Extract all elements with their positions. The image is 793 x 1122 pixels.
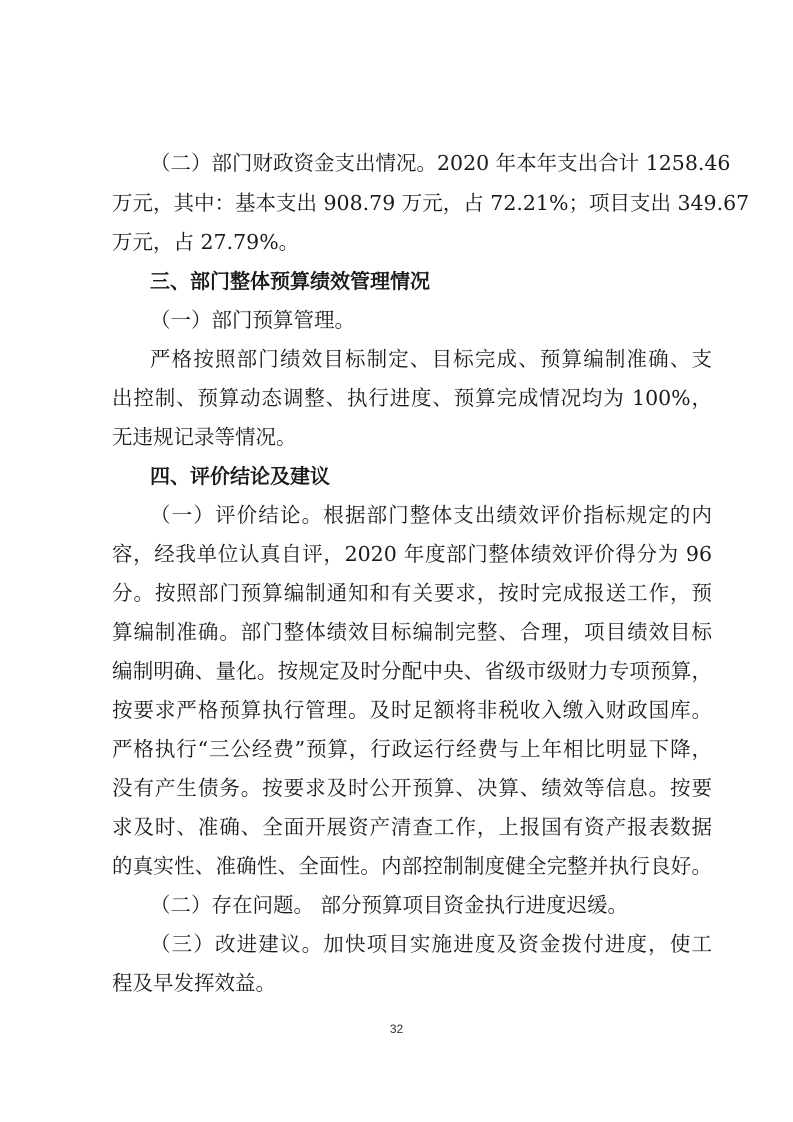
conclusion-line-5: 编制明确、量化。按规定及时分配中央、省级市级财力专项预算， (112, 659, 712, 683)
finance-spending-line-2: 万元，其中：基本支出 908.79 万元，占 72.21%；项目支出 349.67 (112, 191, 750, 215)
conclusion-line-1: （一）评价结论。根据部门整体支出绩效评价指标规定的内 (150, 503, 712, 527)
page-number: 32 (389, 1022, 404, 1036)
conclusion-line-6: 按要求严格预算执行管理。及时足额将非税收入缴入财政国库。 (112, 698, 712, 722)
conclusion-line-3: 分。按照部门预算编制通知和有关要求，按时完成报送工作，预 (112, 581, 712, 605)
section-4-heading: 四、评价结论及建议 (150, 464, 330, 488)
suggestion-line-1: （三）改进建议。加快项目实施进度及资金拨付进度，使工 (150, 932, 712, 956)
section-3-heading: 三、部门整体预算绩效管理情况 (150, 269, 430, 293)
budget-management-line-3: 无违规记录等情况。 (112, 425, 297, 449)
conclusion-line-7: 严格执行“三公经费”预算，行政运行经费与上年相比明显下降， (112, 737, 712, 761)
finance-spending-line-3: 万元，占 27.79%。 (112, 230, 300, 254)
finance-spending-line-1: （二）部门财政资金支出情况。2020 年本年支出合计 1258.46 (150, 151, 731, 175)
conclusion-line-2: 容，经我单位认真自评，2020 年度部门整体绩效评价得分为 96 (112, 542, 712, 566)
problem-line: （二）存在问题。 部分预算项目资金执行进度迟缓。 (150, 893, 629, 917)
budget-management-line-1: 严格按照部门绩效目标制定、目标完成、预算编制准确、支 (150, 347, 712, 371)
budget-management-subtitle: （一）部门预算管理。 (150, 308, 355, 332)
suggestion-line-2: 程及早发挥效益。 (112, 971, 276, 995)
conclusion-line-8: 没有产生债务。按要求及时公开预算、决算、绩效等信息。按要 (112, 776, 712, 800)
conclusion-line-10: 的真实性、准确性、全面性。内部控制制度健全完整并执行良好。 (112, 854, 712, 878)
budget-management-line-2: 出控制、预算动态调整、执行进度、预算完成情况均为 100%， (112, 386, 712, 410)
conclusion-line-9: 求及时、准确、全面开展资产清查工作，上报国有资产报表数据 (112, 815, 712, 839)
conclusion-line-4: 算编制准确。部门整体绩效目标编制完整、合理，项目绩效目标 (112, 620, 712, 644)
